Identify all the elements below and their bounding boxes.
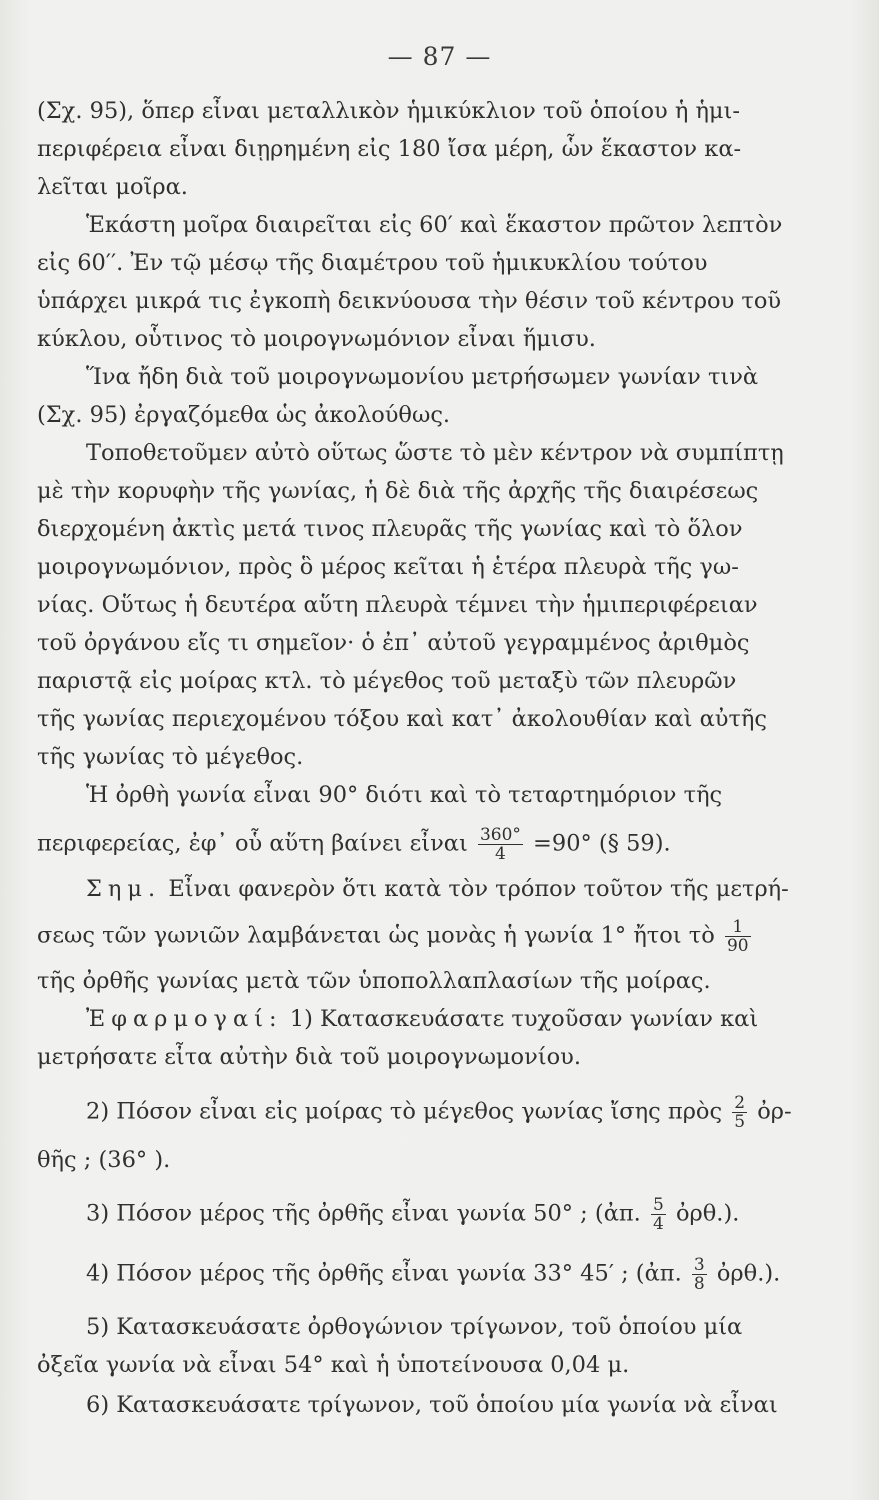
exercise-line: 6) Κατασκευάσατε τρίγωνον, τοῦ ὁποίου μία γωνία νὰ εἶναι [86, 1392, 778, 1418]
text-line: ὑπάρχει μικρά τις ἐγκοπὴ δεικνύουσα τὴν θέσιν τοῦ κέντρου τοῦ [37, 288, 782, 314]
text-line: κύκλου, οὗτινος τὸ μοιρογνωμόνιον εἶναι ἥμισυ. [37, 326, 596, 352]
exercise-text: ὀρ- [757, 1098, 792, 1125]
exercise-line: μετρήσατε εἶτα αὐτὴν διὰ τοῦ μοιρογνωμονίου. [37, 1044, 581, 1070]
equation-result: =90° (§ 59). [533, 830, 671, 857]
exercise-text: ὀρθ.). [675, 1200, 740, 1227]
text-line: τῆς γωνίας τὸ μέγεθος. [37, 744, 304, 770]
exercise-text: 4) Πόσον μέρος τῆς ὀρθῆς εἶναι γωνία 33° 45′ ; (ἀπ. [86, 1260, 682, 1287]
fraction-denominator: 8 [693, 1274, 705, 1294]
text-line: τῆς γωνίας περιεχομένου τόξου καὶ κατ᾽ ἀκολουθίαν καὶ αὐτῆς [37, 706, 767, 732]
fraction-denominator: 5 [734, 1112, 746, 1132]
fraction-denominator: 4 [495, 844, 506, 864]
text-line: τοῦ ὀργάνου εἴς τι σημεῖον· ὁ ἐπ᾽ αὐτοῦ γεγραμμένος ἀριθμὸς [37, 630, 750, 656]
exercise-line: θῆς ; (36° ). [37, 1147, 171, 1173]
fraction-numerator: 3 [693, 1255, 705, 1275]
exercises-label: Ἐφαρμογαί: [86, 1006, 283, 1032]
note-text: σεως τῶν γωνιῶν λαμβάνεται ὡς μονὰς ἡ γωνία 1° ἤτοι τὸ [37, 922, 715, 949]
note-line [86, 874, 789, 904]
exercise-text: 2) Πόσον εἶναι εἰς μοίρας τὸ μέγεθος γωνίας ἴσης πρὸς [86, 1098, 723, 1125]
text-line: μὲ τὴν κορυφὴν τῆς γωνίας, ἡ δὲ διὰ τῆς ἀρχῆς τῆς διαιρέσεως [37, 478, 759, 504]
exercise-text: 1) Κατασκευάσατε τυχοῦσαν γωνίαν καὶ [289, 1006, 759, 1032]
equation-line [37, 826, 671, 863]
text-line: μοιρογνωμόνιον, πρὸς ὃ μέρος κεῖται ἡ ἑτέρα πλευρὰ τῆς γω- [37, 554, 739, 580]
fraction [651, 1196, 666, 1233]
text-line: παριστᾷ εἰς μοίρας κτλ. τὸ μέγεθος τοῦ μεταξὺ τῶν πλευρῶν [37, 668, 737, 694]
text-line: Ἵνα ἤδη διὰ τοῦ μοιρογνωμονίου μετρήσωμεν γωνίαν τινὰ [86, 364, 759, 390]
text-line: λεῖται μοῖρα. [37, 174, 188, 200]
exercise-text: 3) Πόσον μέρος τῆς ὀρθῆς εἶναι γωνία 50° ; (ἀπ. [86, 1200, 641, 1227]
note-line [37, 918, 754, 955]
text-line: (Σχ. 95), ὅπερ εἶναι μεταλλικὸν ἡμικύκλιον τοῦ ὁποίου ἡ ἡμι- [37, 98, 740, 124]
text-line: (Σχ. 95) ἐργαζόμεθα ὡς ἀκολούθως. [37, 402, 451, 428]
fraction-numerator: 1 [725, 918, 751, 937]
fraction [478, 826, 523, 863]
exercise-line: 5) Κατασκευάσατε ὀρθογώνιον τρίγωνον, τοῦ ὁποίου μία [86, 1314, 743, 1340]
fraction [732, 1094, 747, 1131]
fraction [725, 918, 751, 955]
fraction-denominator: 4 [653, 1214, 664, 1234]
exercises-heading [86, 1004, 758, 1034]
exercise-line [86, 1196, 739, 1233]
exercise-line [86, 1256, 780, 1293]
note-label: Σημ. [86, 876, 162, 902]
fraction-denominator: 90 [726, 936, 749, 956]
fraction-numerator: 5 [653, 1195, 664, 1215]
fraction [692, 1256, 707, 1293]
exercise-line: ὀξεῖα γωνία νὰ εἶναι 54° καὶ ἡ ὑποτείνουσα 0,04 μ. [37, 1352, 630, 1378]
equation-text: περιφερείας, ἐφ᾽ οὗ αὕτη βαίνει εἶναι [37, 830, 468, 857]
text-line: Ἑκάστη μοῖρα διαιρεῖται εἰς 60′ καὶ ἕκαστον πρῶτον λεπτὸν [86, 212, 783, 238]
text-line: Ἡ ὀρθὴ γωνία εἶναι 90° διότι καὶ τὸ τεταρτημόριον τῆς [86, 782, 723, 808]
page-number: — 87 — [387, 42, 492, 71]
exercise-text: ὀρθ.). [716, 1260, 781, 1287]
text-line: εἰς 60′′. Ἐν τῷ μέσῳ τῆς διαμέτρου τοῦ ἡμικυκλίου τούτου [37, 250, 708, 276]
fraction-numerator: 2 [734, 1093, 746, 1113]
exercise-line [86, 1094, 792, 1131]
text-line: διερχομένη ἀκτὶς μετά τινος πλευρᾶς τῆς γωνίας καὶ τὸ ὅλον [37, 516, 743, 542]
text-line: νίας. Οὕτως ἡ δευτέρα αὕτη πλευρὰ τέμνει τὴν ἡμιπεριφέρειαν [37, 592, 758, 618]
text-line: Τοποθετοῦμεν αὐτὸ οὕτως ὥστε τὸ μὲν κέντρον νὰ συμπίπτῃ [86, 440, 784, 466]
text-line: περιφέρεια εἶναι διῃρημένη εἰς 180 ἴσα μέρη, ὧν ἕκαστον κα- [37, 136, 742, 162]
fraction-numerator: 360° [479, 825, 521, 845]
note-line: τῆς ὀρθῆς γωνίας μετὰ τῶν ὑποπολλαπλασίων τῆς μοίρας. [37, 968, 711, 994]
note-text: Εἶναι φανερὸν ὅτι κατὰ τὸν τρόπον τοῦτον τῆς μετρή- [168, 876, 789, 902]
